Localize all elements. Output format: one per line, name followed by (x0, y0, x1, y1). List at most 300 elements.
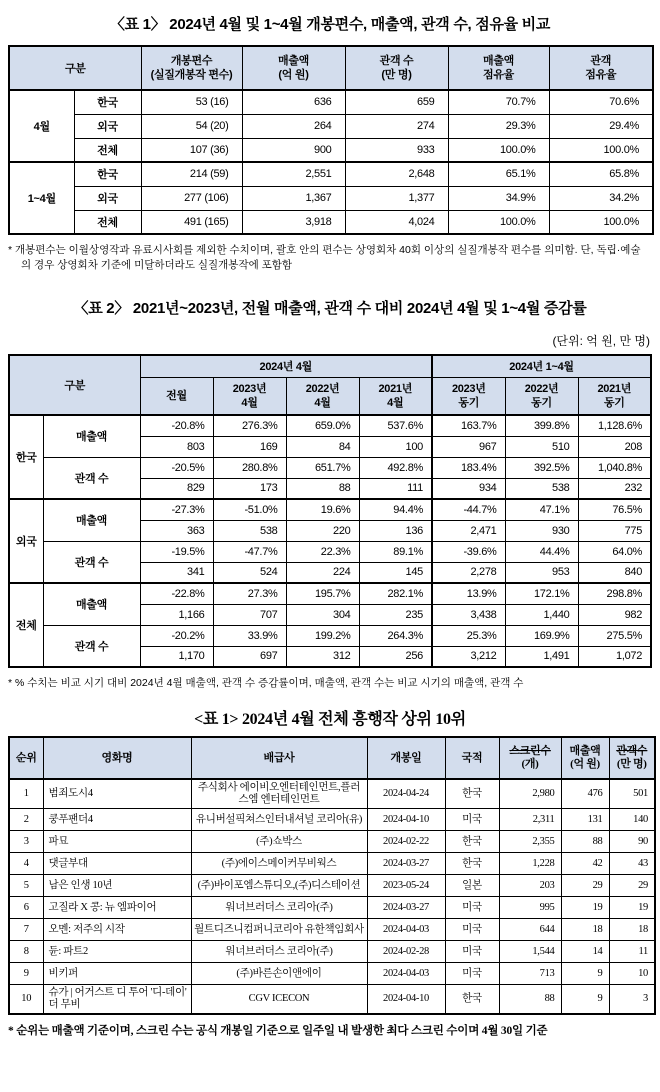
footnote-line: * 개봉편수는 이월상영작과 유료시사회를 제외한 수치이며, 괄호 안의 편수는 상영회차 40회 이상의 실질개봉작 편수를 의미함. 단, 독립·예술 (8, 244, 641, 256)
t1-cell: 1,367 (242, 186, 345, 210)
t3-country: 미국 (445, 919, 499, 941)
t3-release-date: 2024-04-10 (367, 809, 445, 831)
header-line: 관객 (590, 55, 612, 67)
t3-header-row (9, 737, 655, 779)
t2-sub-header (432, 377, 505, 415)
t3-country: 일본 (445, 875, 499, 897)
t1-cell: 3,918 (242, 210, 345, 234)
header-line: 2022년 (524, 382, 559, 395)
t2-cell: 840 (578, 562, 651, 583)
t3-audience: 43 (609, 853, 655, 875)
t2-cell: 659.0% (286, 415, 359, 436)
t3-movie-title: 듄: 파트2 (43, 941, 191, 963)
t3-sales: 14 (561, 941, 609, 963)
t3-country: 미국 (445, 897, 499, 919)
t1-row (9, 186, 653, 210)
t1-header-audience-share (549, 46, 653, 90)
t1-cell: 29.4% (549, 114, 653, 138)
header-line: 순위 (15, 751, 37, 764)
t2-cell: 100 (359, 436, 432, 457)
t2-cell: 64.0% (578, 541, 651, 562)
t3-distributor: CGV ICECON (191, 985, 367, 1015)
t2-cell: 33.9% (213, 625, 286, 646)
t2-cell: 199.2% (286, 625, 359, 646)
t3-country: 한국 (445, 985, 499, 1015)
t3-movie-title: 비키퍼 (43, 963, 191, 985)
t3-audience: 3 (609, 985, 655, 1015)
header-line: 2023년 (451, 382, 486, 395)
t2-cell: 1,128.6% (578, 415, 651, 436)
header-line: 2021년 (597, 382, 632, 395)
t1-cell: 900 (242, 138, 345, 162)
t2-cell: 930 (505, 520, 578, 541)
t2-row (9, 583, 651, 604)
t2-cell: 25.3% (432, 625, 505, 646)
t2-metric-label: 매출액 (43, 499, 140, 541)
t2-cell: 224 (286, 562, 359, 583)
t2-row (9, 457, 651, 478)
table2-footnote: * % 수치는 비교 시기 대비 2024년 4월 매출액, 관객 수 증감률이며, 매출액, 관객 수는 비교 시기의 매출액, 관객 수 (8, 677, 524, 689)
t2-cell: 47.1% (505, 499, 578, 520)
unit-note: (단위: 억 원, 만 명) (552, 334, 650, 348)
t3-screens: 203 (499, 875, 561, 897)
t2-cell: 13.9% (432, 583, 505, 604)
t2-cell: 1,440 (505, 604, 578, 625)
t2-cell: 235 (359, 604, 432, 625)
t2-section-label: 전체 (9, 583, 43, 667)
t2-cell: 19.6% (286, 499, 359, 520)
t3-release-date: 2024-04-03 (367, 919, 445, 941)
t2-cell: -22.8% (140, 583, 213, 604)
t2-metric-label: 매출액 (43, 415, 140, 457)
t3-screens: 1,544 (499, 941, 561, 963)
t3-sales: 88 (561, 831, 609, 853)
header-line: 매출액 (278, 55, 309, 67)
header-line: (실질개봉작 편수) (150, 69, 233, 81)
t1-cell: 54 (20) (141, 114, 242, 138)
t3-screens: 644 (499, 919, 561, 941)
t2-cell: 953 (505, 562, 578, 583)
t3-audience: 140 (609, 809, 655, 831)
t3-row (9, 919, 655, 941)
header-line: 관객수 (616, 745, 648, 757)
t2-cell: -51.0% (213, 499, 286, 520)
t1-country-label: 한국 (74, 90, 141, 114)
t2-cell: 934 (432, 478, 505, 499)
t2-sub-header (505, 377, 578, 415)
t2-metric-label: 관객 수 (43, 457, 140, 499)
t1-header-audience (345, 46, 448, 90)
t1-country-label: 전체 (74, 138, 141, 162)
t3-header-screens (499, 737, 561, 779)
t3-sales: 42 (561, 853, 609, 875)
t3-row (9, 831, 655, 853)
t2-cell: -39.6% (432, 541, 505, 562)
t3-distributor: 주식회사 에이비오엔터테인먼트,플러스엠 엔터테인먼트 (191, 779, 367, 809)
t3-movie-title: 오멘: 저주의 시작 (43, 919, 191, 941)
header-line: 점유율 (483, 69, 514, 81)
t2-cell: 707 (213, 604, 286, 625)
t3-header-country (445, 737, 499, 779)
t1-row (9, 90, 653, 114)
t2-cell: 22.3% (286, 541, 359, 562)
t2-cell: 169.9% (505, 625, 578, 646)
t3-sales: 476 (561, 779, 609, 809)
t3-country: 미국 (445, 809, 499, 831)
t2-cell: 538 (213, 520, 286, 541)
header-line: 국적 (461, 751, 483, 764)
t1-cell: 107 (36) (141, 138, 242, 162)
t3-movie-title: 고질라 X 콩: 뉴 엠파이어 (43, 897, 191, 919)
t3-row (9, 985, 655, 1015)
header-line: 동기 (531, 396, 552, 409)
header-line: 매출액 (569, 745, 601, 757)
t1-cell: 70.7% (448, 90, 549, 114)
header-line: (억 원) (570, 758, 600, 770)
t2-sub-header (578, 377, 651, 415)
t2-header-group-april: 2024년 4월 (140, 355, 432, 377)
t1-cell: 659 (345, 90, 448, 114)
t3-release-date: 2024-03-27 (367, 853, 445, 875)
t3-screens: 2,355 (499, 831, 561, 853)
t1-cell: 100.0% (549, 138, 653, 162)
t2-cell: 1,166 (140, 604, 213, 625)
t1-cell: 933 (345, 138, 448, 162)
t2-cell: 88 (286, 478, 359, 499)
header-line: 4월 (241, 396, 258, 409)
table1-footnote (8, 243, 652, 273)
t2-cell: 89.1% (359, 541, 432, 562)
t3-sales: 131 (561, 809, 609, 831)
t2-cell: 136 (359, 520, 432, 541)
header-line: 동기 (603, 396, 625, 409)
t1-cell: 277 (106) (141, 186, 242, 210)
t3-audience: 11 (609, 941, 655, 963)
t2-cell: 538 (505, 478, 578, 499)
t2-sub-header (286, 377, 359, 415)
t3-audience: 18 (609, 919, 655, 941)
t2-cell: 982 (578, 604, 651, 625)
t3-country: 미국 (445, 963, 499, 985)
t3-country: 미국 (445, 941, 499, 963)
t3-country: 한국 (445, 831, 499, 853)
t2-cell: 510 (505, 436, 578, 457)
footnote-line: 의 경우 상영회차 기준에 미달하더라도 실질개봉작에 포함함 (21, 259, 293, 271)
header-line: 점유율 (585, 69, 617, 81)
t2-sub-header (359, 377, 432, 415)
t2-cell: -27.3% (140, 499, 213, 520)
header-line: 스크린수 (509, 745, 551, 757)
t3-release-date: 2024-02-22 (367, 831, 445, 853)
t2-sub-header (213, 377, 286, 415)
table3-title: <표 1> 2024년 4월 전체 흥행작 상위 10위 (194, 711, 466, 728)
table1-title: 〈표 1〉 2024년 4월 및 1~4월 개봉편수, 매출액, 관객 수, 점유율 비교 (109, 16, 551, 33)
t3-sales: 18 (561, 919, 609, 941)
t3-release-date: 2023-05-24 (367, 875, 445, 897)
t2-cell: 264.3% (359, 625, 432, 646)
t3-row (9, 809, 655, 831)
t3-row (9, 779, 655, 809)
t3-rank: 3 (9, 831, 43, 853)
t3-audience: 90 (609, 831, 655, 853)
t1-header-sales-share (448, 46, 549, 90)
t3-row (9, 897, 655, 919)
t3-country: 한국 (445, 853, 499, 875)
t2-cell: 111 (359, 478, 432, 499)
t3-header-rank (9, 737, 43, 779)
t2-cell: -47.7% (213, 541, 286, 562)
t1-cell: 214 (59) (141, 162, 242, 186)
t3-screens: 995 (499, 897, 561, 919)
t3-movie-title: 파묘 (43, 831, 191, 853)
t2-cell: 3,438 (432, 604, 505, 625)
t1-header-films (141, 46, 242, 90)
t2-cell: 232 (578, 478, 651, 499)
t3-release-date: 2024-03-27 (367, 897, 445, 919)
t3-movie-title: 쿵푸팬더4 (43, 809, 191, 831)
t2-cell: 312 (286, 646, 359, 667)
table2-title: 〈표 2〉 2021년~2023년, 전월 매출액, 관객 수 대비 2024년 4월 및 1~4월 증감률 (73, 300, 587, 317)
t1-cell: 264 (242, 114, 345, 138)
header-line: 2021년 (378, 382, 413, 395)
t3-movie-title: 슈가 | 어거스트 디 투어 '디-데이' 더 무비 (43, 985, 191, 1015)
t3-audience: 29 (609, 875, 655, 897)
t1-row (9, 210, 653, 234)
t1-period-label: 4월 (9, 90, 74, 162)
t1-cell: 4,024 (345, 210, 448, 234)
t2-metric-label: 관객 수 (43, 541, 140, 583)
header-line: 4월 (387, 396, 404, 409)
t2-metric-label: 매출액 (43, 583, 140, 625)
t1-country-label: 전체 (74, 210, 141, 234)
t1-period-label: 1~4월 (9, 162, 74, 234)
t1-cell: 100.0% (448, 210, 549, 234)
t2-cell: 282.1% (359, 583, 432, 604)
t3-distributor: 워너브러더스 코리아(주) (191, 941, 367, 963)
t3-distributor: 유니버설픽쳐스인터내셔널 코리아(유) (191, 809, 367, 831)
t3-rank: 10 (9, 985, 43, 1015)
t2-cell: 220 (286, 520, 359, 541)
t2-row (9, 499, 651, 520)
t2-cell: 2,471 (432, 520, 505, 541)
header-line: 관객 수 (379, 55, 414, 67)
t3-rank: 2 (9, 809, 43, 831)
t3-distributor: 워너브러더스 코리아(주) (191, 897, 367, 919)
t1-cell: 29.3% (448, 114, 549, 138)
t1-row (9, 138, 653, 162)
t2-cell: 1,491 (505, 646, 578, 667)
t2-cell: 697 (213, 646, 286, 667)
t2-cell: 651.7% (286, 457, 359, 478)
t2-cell: 1,170 (140, 646, 213, 667)
t2-metric-label: 관객 수 (43, 625, 140, 667)
table3-footnote: * 순위는 매출액 기준이며, 스크린 수는 공식 개봉일 기준으로 일주일 내 발생한 최다 스크린 수이며 4월 30일 기준 (8, 1025, 548, 1037)
t3-screens: 2,980 (499, 779, 561, 809)
t1-country-label: 외국 (74, 114, 141, 138)
t1-cell: 2,648 (345, 162, 448, 186)
t3-rank: 5 (9, 875, 43, 897)
t2-cell: -20.2% (140, 625, 213, 646)
t2-cell: 829 (140, 478, 213, 499)
header-line: (만 명) (616, 758, 647, 770)
t2-cell: 280.8% (213, 457, 286, 478)
t1-row (9, 162, 653, 186)
t3-rank: 6 (9, 897, 43, 919)
header-line: 전월 (166, 389, 187, 402)
t1-cell: 2,551 (242, 162, 345, 186)
t2-cell: 276.3% (213, 415, 286, 436)
t2-group-header-row (9, 355, 651, 377)
t1-cell: 491 (165) (141, 210, 242, 234)
t1-cell: 34.9% (448, 186, 549, 210)
header-line: (개) (521, 758, 539, 770)
t1-country-label: 한국 (74, 162, 141, 186)
t2-cell: 172.1% (505, 583, 578, 604)
t1-row (9, 114, 653, 138)
t3-rank: 9 (9, 963, 43, 985)
table2-growth-rates (8, 354, 652, 668)
t1-header-row (9, 46, 653, 90)
t2-cell: -20.8% (140, 415, 213, 436)
header-line: 4월 (314, 396, 331, 409)
header-line: 개봉편수 (170, 55, 213, 67)
t3-row (9, 875, 655, 897)
t3-audience: 10 (609, 963, 655, 985)
t3-audience: 19 (609, 897, 655, 919)
t3-movie-title: 댓글부대 (43, 853, 191, 875)
t2-cell: 803 (140, 436, 213, 457)
t2-row (9, 625, 651, 646)
t2-cell: 145 (359, 562, 432, 583)
t2-section-label: 한국 (9, 415, 43, 499)
t3-screens: 713 (499, 963, 561, 985)
header-line: 2022년 (305, 382, 340, 395)
t3-country: 한국 (445, 779, 499, 809)
t2-cell: 1,072 (578, 646, 651, 667)
t2-cell: -19.5% (140, 541, 213, 562)
t2-cell: 3,212 (432, 646, 505, 667)
t3-release-date: 2024-04-24 (367, 779, 445, 809)
t1-country-label: 외국 (74, 186, 141, 210)
t3-distributor: (주)바른손이앤에이 (191, 963, 367, 985)
t3-release-date: 2024-02-28 (367, 941, 445, 963)
t2-header-gubun: 구분 (9, 355, 140, 415)
t3-distributor: (주)에이스메이커무비웍스 (191, 853, 367, 875)
t3-sales: 9 (561, 985, 609, 1015)
t2-cell: 298.8% (578, 583, 651, 604)
t3-distributor: 월트디즈니컴퍼니코리아 유한책임회사 (191, 919, 367, 941)
t1-header-sales (242, 46, 345, 90)
t2-row (9, 541, 651, 562)
t2-cell: 2,278 (432, 562, 505, 583)
t3-sales: 29 (561, 875, 609, 897)
t3-rank: 1 (9, 779, 43, 809)
t1-cell: 100.0% (448, 138, 549, 162)
t3-distributor: (주)바이포엠스튜디오,(주)디스테이션 (191, 875, 367, 897)
t2-cell: 163.7% (432, 415, 505, 436)
t3-header-release-date (367, 737, 445, 779)
t2-cell: 967 (432, 436, 505, 457)
t2-cell: 341 (140, 562, 213, 583)
t2-cell: 183.4% (432, 457, 505, 478)
t2-cell: 775 (578, 520, 651, 541)
t3-screens: 1,228 (499, 853, 561, 875)
t3-distributor: (주)쇼박스 (191, 831, 367, 853)
header-line: 동기 (458, 396, 480, 409)
t1-cell: 34.2% (549, 186, 653, 210)
t3-row (9, 853, 655, 875)
t2-cell: 363 (140, 520, 213, 541)
t3-header-sales (561, 737, 609, 779)
t2-cell: 392.5% (505, 457, 578, 478)
t2-cell: 27.3% (213, 583, 286, 604)
t2-row (9, 415, 651, 436)
t3-release-date: 2024-04-10 (367, 985, 445, 1015)
header-line: (만 명) (381, 69, 412, 81)
t3-header-audience (609, 737, 655, 779)
t2-cell: 304 (286, 604, 359, 625)
t3-row (9, 963, 655, 985)
header-line: (억 원) (278, 69, 309, 81)
t2-cell: 275.5% (578, 625, 651, 646)
t2-cell: 44.4% (505, 541, 578, 562)
t2-cell: 208 (578, 436, 651, 457)
t3-rank: 8 (9, 941, 43, 963)
t1-cell: 53 (16) (141, 90, 242, 114)
t2-cell: 195.7% (286, 583, 359, 604)
t3-screens: 2,311 (499, 809, 561, 831)
header-line: 영화명 (101, 751, 133, 764)
t3-release-date: 2024-04-03 (367, 963, 445, 985)
header-line: 매출액 (483, 55, 514, 67)
t3-movie-title: 남은 인생 10년 (43, 875, 191, 897)
t1-cell: 65.1% (448, 162, 549, 186)
header-line: 배급사 (263, 751, 295, 764)
t2-cell: 1,040.8% (578, 457, 651, 478)
table3-top10-box-office (8, 736, 656, 1015)
t3-movie-title: 범죄도시4 (43, 779, 191, 809)
t3-row (9, 941, 655, 963)
t3-rank: 7 (9, 919, 43, 941)
t2-cell: 76.5% (578, 499, 651, 520)
t2-cell: 492.8% (359, 457, 432, 478)
t2-sub-header (140, 377, 213, 415)
t3-header-movie (43, 737, 191, 779)
t3-sales: 9 (561, 963, 609, 985)
header-line: 2023년 (232, 382, 267, 395)
t3-rank: 4 (9, 853, 43, 875)
t2-cell: 256 (359, 646, 432, 667)
t2-cell: -44.7% (432, 499, 505, 520)
t1-cell: 100.0% (549, 210, 653, 234)
t3-screens: 88 (499, 985, 561, 1015)
t1-cell: 274 (345, 114, 448, 138)
header-line: 개봉일 (390, 751, 422, 764)
t2-cell: 169 (213, 436, 286, 457)
t3-sales: 19 (561, 897, 609, 919)
t2-cell: 524 (213, 562, 286, 583)
t2-cell: 84 (286, 436, 359, 457)
t3-header-distributor (191, 737, 367, 779)
t2-cell: 94.4% (359, 499, 432, 520)
t2-cell: 537.6% (359, 415, 432, 436)
t1-cell: 1,377 (345, 186, 448, 210)
t1-cell: 636 (242, 90, 345, 114)
t1-header-gubun: 구분 (9, 46, 141, 90)
t3-audience: 501 (609, 779, 655, 809)
t2-header-group-jan-apr: 2024년 1~4월 (432, 355, 651, 377)
t1-cell: 70.6% (549, 90, 653, 114)
